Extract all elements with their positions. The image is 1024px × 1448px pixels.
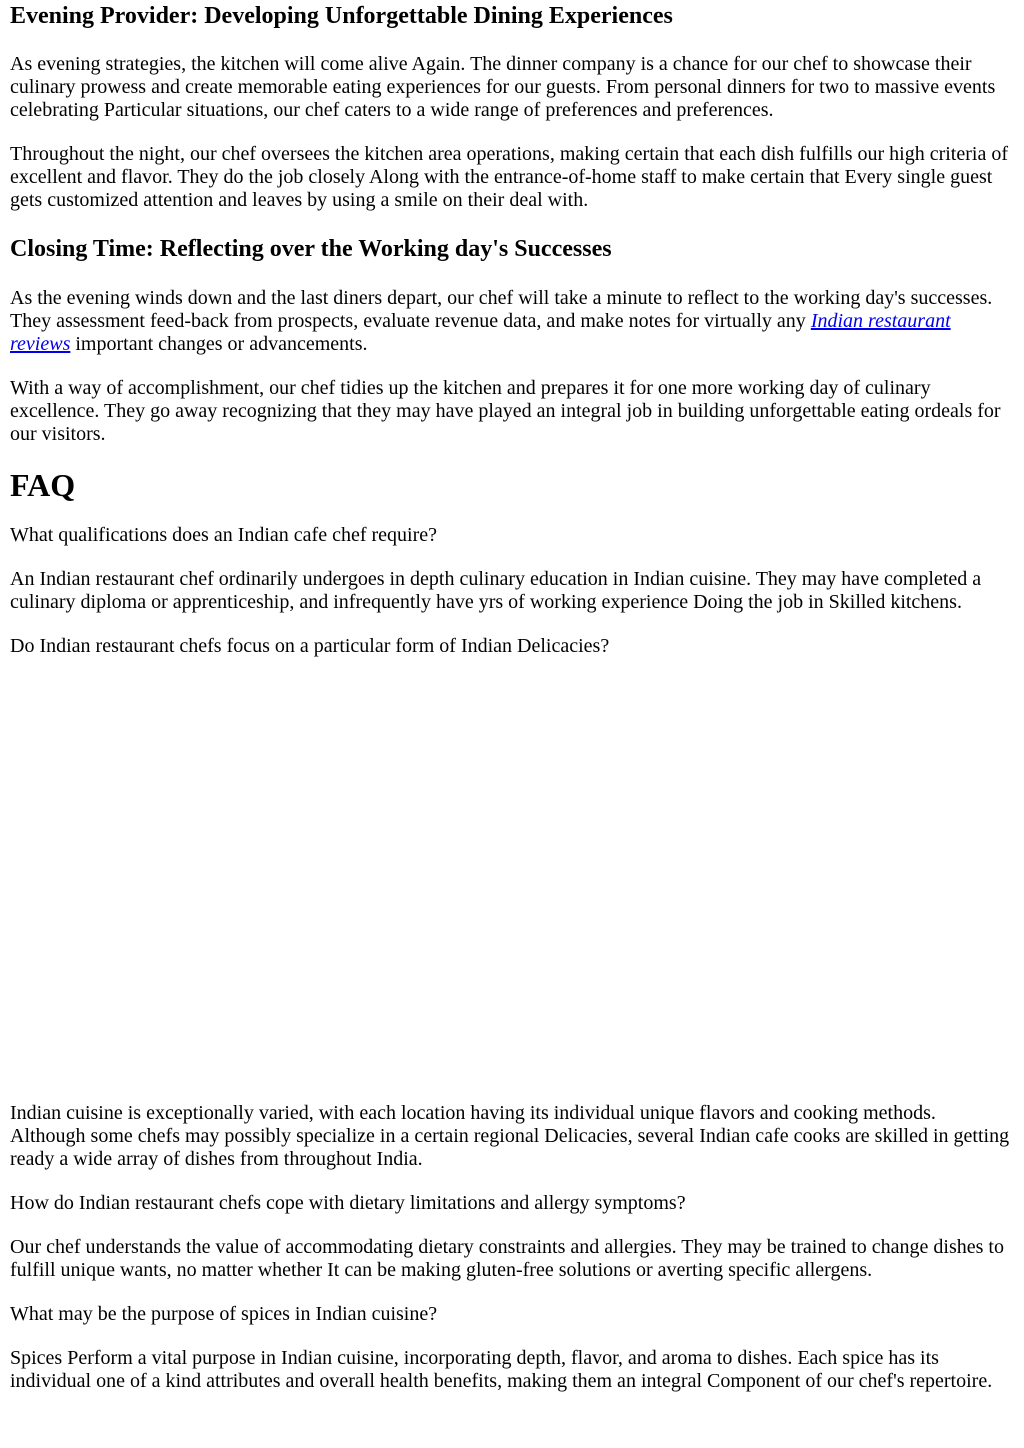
evening-paragraph-2: Throughout the night, our chef oversees the kitchen area operations, making certain that each dish fulfills our high criteria of excellent and flavor. They do the job closely Along with the entrance-of-home staff to make certain that Every single guest gets customized attention and leaves by using a smile on their deal with.	[10, 143, 1008, 211]
closing-paragraph-1	[10, 287, 1014, 356]
closing-heading: Closing Time: Reflecting over the Working day's Successes	[10, 236, 612, 262]
blank-embed-area	[10, 658, 1014, 1090]
evening-paragraph-1: As evening strategies, the kitchen will come alive Again. The dinner company is a chance for our chef to showcase their culinary prowess and create memorable eating experiences for our guests. From personal dinners for two to massive events celebrating Particular situations, our chef caters to a wide range of preferences and preferences.	[10, 53, 996, 121]
evening-heading: Evening Provider: Developing Unforgettable Dining Experiences	[10, 3, 673, 29]
faq-question-4: What may be the purpose of spices in Indian cuisine?	[10, 1303, 438, 1325]
closing-paragraph-2: With a way of accomplishment, our chef tidies up the kitchen and prepares it for one more working day of culinary excellence. They go away recognizing that they may have played an integral job in building unforgettable eating ordeals for our visitors.	[10, 377, 1001, 445]
indian-restaurant-reviews-link[interactable]: Indian restaurant reviews	[10, 310, 951, 355]
faq-answer-4: Spices Perform a vital purpose in Indian cuisine, incorporating depth, flavor, and aroma to dishes. Each spice has its individual one of a kind attributes and overall health benefits, making them an integral Component of our chef's repertoire.	[10, 1347, 993, 1392]
article	[10, 0, 1014, 1393]
faq-answer-2: Indian cuisine is exceptionally varied, with each location having its individual unique flavors and cooking methods. Although some chefs may possibly specialize in a certain regional Delicacies, several Indian cafe cooks are skilled in getting ready a wide array of dishes from throughout India.	[10, 1102, 1010, 1170]
faq-answer-1: An Indian restaurant chef ordinarily undergoes in depth culinary education in Indian cuisine. They may have completed a culinary diploma or apprenticeship, and infrequently have yrs of working experience Doing the job in Skilled kitchens.	[10, 568, 982, 613]
closing-paragraph-1-text-b: important changes or advancements.	[70, 333, 368, 355]
faq-heading: FAQ	[10, 467, 76, 503]
closing-paragraph-1-text-a: As the evening winds down and the last diners depart, our chef will take a minute to reflect to the working day's successes. They assessment feed-back from prospects, evaluate revenue data, and make notes for virtually any	[10, 287, 993, 332]
faq-question-2: Do Indian restaurant chefs focus on a particular form of Indian Delicacies?	[10, 635, 610, 657]
faq-answer-3: Our chef understands the value of accommodating dietary constraints and allergies. They may be trained to change dishes to fulfill unique wants, no matter whether It can be making gluten-free solutions or averting specific allergens.	[10, 1236, 1004, 1281]
faq-question-3: How do Indian restaurant chefs cope with dietary limitations and allergy symptoms?	[10, 1192, 686, 1214]
faq-question-1: What qualifications does an Indian cafe chef require?	[10, 524, 438, 546]
